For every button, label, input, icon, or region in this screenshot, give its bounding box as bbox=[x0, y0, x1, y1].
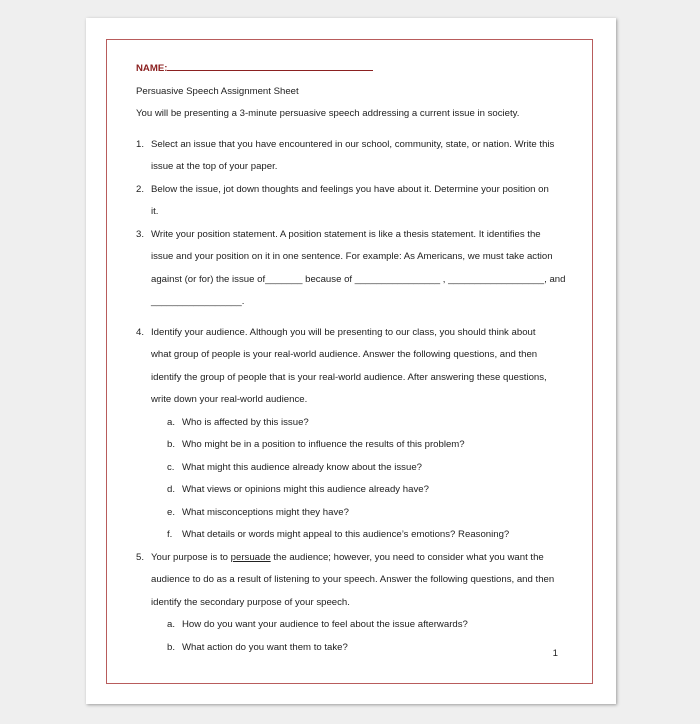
list-line: issue at the top of your paper. bbox=[151, 161, 278, 172]
text-span: the audience; however, you need to consider what you want the bbox=[270, 551, 544, 563]
list-line: it. bbox=[151, 206, 159, 217]
sub-item-4a bbox=[136, 412, 566, 435]
name-blank-line bbox=[167, 60, 373, 71]
sub-number: f. bbox=[167, 529, 173, 540]
list-line: Write your position statement. A position statement is like a thesis statement. It identifies the bbox=[151, 228, 541, 240]
sub-text: What details or words might appeal to this audience’s emotions? Reasoning? bbox=[182, 529, 510, 540]
sub-item-4d bbox=[136, 479, 566, 502]
sub-item-4b bbox=[136, 434, 566, 457]
sub-number: b. bbox=[167, 439, 176, 450]
sub-item-5a bbox=[136, 614, 566, 637]
page-number: 1 bbox=[552, 648, 558, 659]
sub-item-5b bbox=[136, 637, 566, 660]
list-number: 1. bbox=[136, 138, 145, 150]
list-line: identify the group of people that is your real-world audience. After answering these questions, bbox=[151, 371, 547, 383]
sub-text: What might this audience already know about the issue? bbox=[182, 461, 422, 473]
list-item-5 bbox=[136, 547, 566, 615]
sub-text: What views or opinions might this audience already have? bbox=[182, 484, 429, 495]
list-item-3 bbox=[136, 224, 566, 314]
sub-number: e. bbox=[167, 506, 176, 518]
list-item-1 bbox=[136, 134, 566, 179]
list-number: 3. bbox=[136, 228, 145, 240]
sub-number: d. bbox=[167, 484, 176, 495]
sub-text: Who might be in a position to influence the results of this problem? bbox=[182, 439, 465, 450]
list-line: audience to do as a result of listening to your speech. Answer the following questions, and then bbox=[151, 574, 555, 585]
instruction-list bbox=[136, 134, 566, 660]
list-line: identify the secondary purpose of your speech. bbox=[151, 596, 350, 608]
name-label: NAME: bbox=[136, 63, 168, 74]
list-line: write down your real-world audience. bbox=[151, 394, 308, 405]
sub-item-4f bbox=[136, 524, 566, 547]
sub-text: What misconceptions might they have? bbox=[182, 506, 349, 518]
sub-item-4e bbox=[136, 502, 566, 525]
document-title: Persuasive Speech Assignment Sheet bbox=[136, 85, 299, 97]
list-line: _________________. bbox=[151, 296, 245, 307]
sub-number: b. bbox=[167, 641, 176, 653]
underlined-word: persuade bbox=[230, 551, 271, 563]
list-line: Below the issue, jot down thoughts and feelings you have about it. Determine your position on bbox=[151, 183, 549, 195]
list-line: what group of people is your real-world audience. Answer the following questions, and then bbox=[151, 349, 538, 360]
list-line: Select an issue that you have encountered in our school, community, state, or nation. Write this bbox=[151, 138, 555, 150]
sub-number: a. bbox=[167, 619, 176, 630]
sub-text: How do you want your audience to feel about the issue afterwards? bbox=[182, 619, 468, 630]
list-item-4 bbox=[136, 322, 566, 412]
list-line bbox=[151, 547, 566, 570]
list-line: issue and your position on it in one sentence. For example: As Americans, we must take action bbox=[151, 251, 553, 262]
list-item-2 bbox=[136, 179, 566, 224]
intro-text: You will be presenting a 3-minute persuasive speech addressing a current issue in society. bbox=[136, 108, 520, 119]
name-field bbox=[136, 58, 566, 81]
list-number: 5. bbox=[136, 551, 145, 563]
list-number: 2. bbox=[136, 183, 145, 195]
list-line: against (or for) the issue of_______ because of ________________ , __________________, and bbox=[151, 273, 566, 285]
sub-text: Who is affected by this issue? bbox=[182, 416, 309, 428]
list-line: Identify your audience. Although you will be presenting to our class, you should think about bbox=[151, 326, 536, 338]
document-page bbox=[86, 18, 616, 704]
sub-number: a. bbox=[167, 416, 176, 428]
text-span: Your purpose is to bbox=[151, 551, 231, 563]
sub-text: What action do you want them to take? bbox=[182, 641, 348, 653]
list-number: 4. bbox=[136, 326, 145, 338]
document-content bbox=[136, 58, 566, 659]
sub-number: c. bbox=[167, 461, 175, 473]
sub-item-4c bbox=[136, 457, 566, 480]
